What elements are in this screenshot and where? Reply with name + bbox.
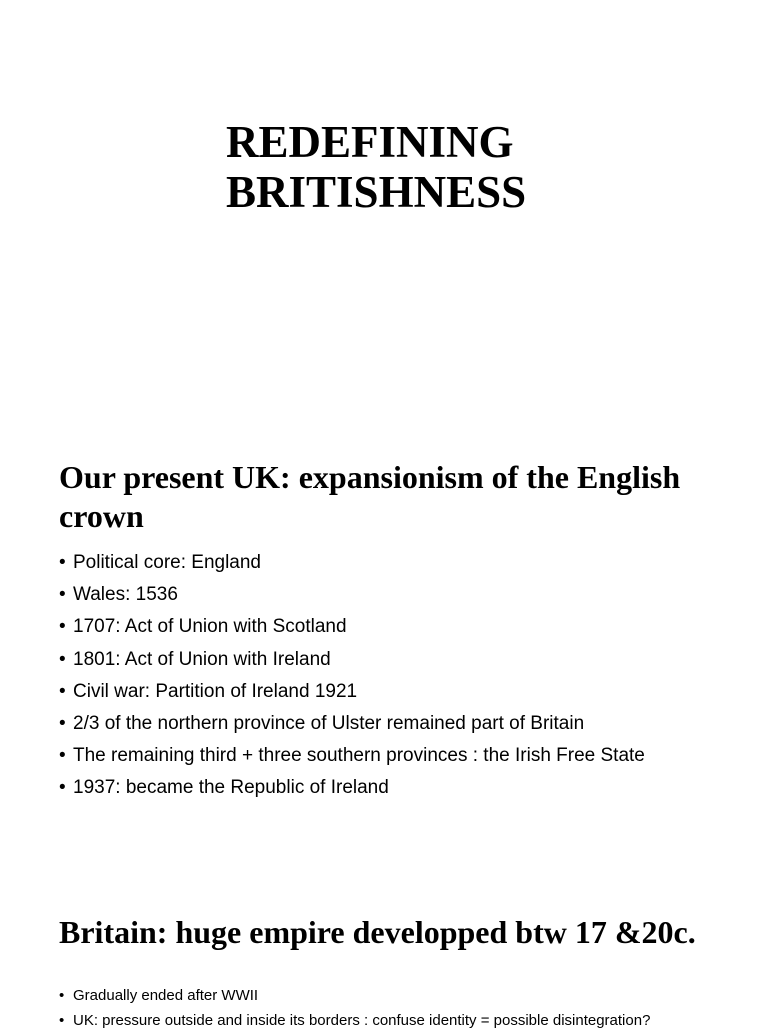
slide-title: [0, 0, 768, 430]
bullet-list: [59, 547, 645, 805]
bullet-item: • 1707: Act of Union with Scotland: [59, 611, 645, 643]
bullet-item: • Wales: 1536: [59, 579, 645, 611]
bullet-item: • Political core: England: [59, 547, 645, 579]
slide-title-heading: [226, 117, 526, 217]
bullet-item: • Civil war: Partition of Ireland 1921: [59, 676, 645, 708]
bullet-item: • 2/3 of the northern province of Ulster remained part of Britain: [59, 708, 645, 740]
slide-uk-expansionism: [0, 430, 768, 870]
title-line: BRITISHNESS: [226, 167, 527, 217]
bullet-item: • Gradually ended after WWII: [59, 983, 650, 1008]
bullet-item: • UK: pressure outside and inside its borders : confuse identity = possible disintegration?: [59, 1008, 650, 1033]
title-line: REDEFINING: [226, 117, 514, 167]
bullet-item: • 1801: Act of Union with Ireland: [59, 644, 645, 676]
slide-heading: Our present UK: expansionism of the English crown: [59, 459, 681, 534]
bullet-item: • The remaining third + three southern provinces : the Irish Free State: [59, 740, 645, 772]
slide-heading: Britain: huge empire developped btw 17 &20c.: [59, 914, 696, 950]
bullet-list: [59, 983, 650, 1033]
slide-empire: [0, 870, 768, 1029]
bullet-item: • 1937: became the Republic of Ireland: [59, 772, 645, 804]
